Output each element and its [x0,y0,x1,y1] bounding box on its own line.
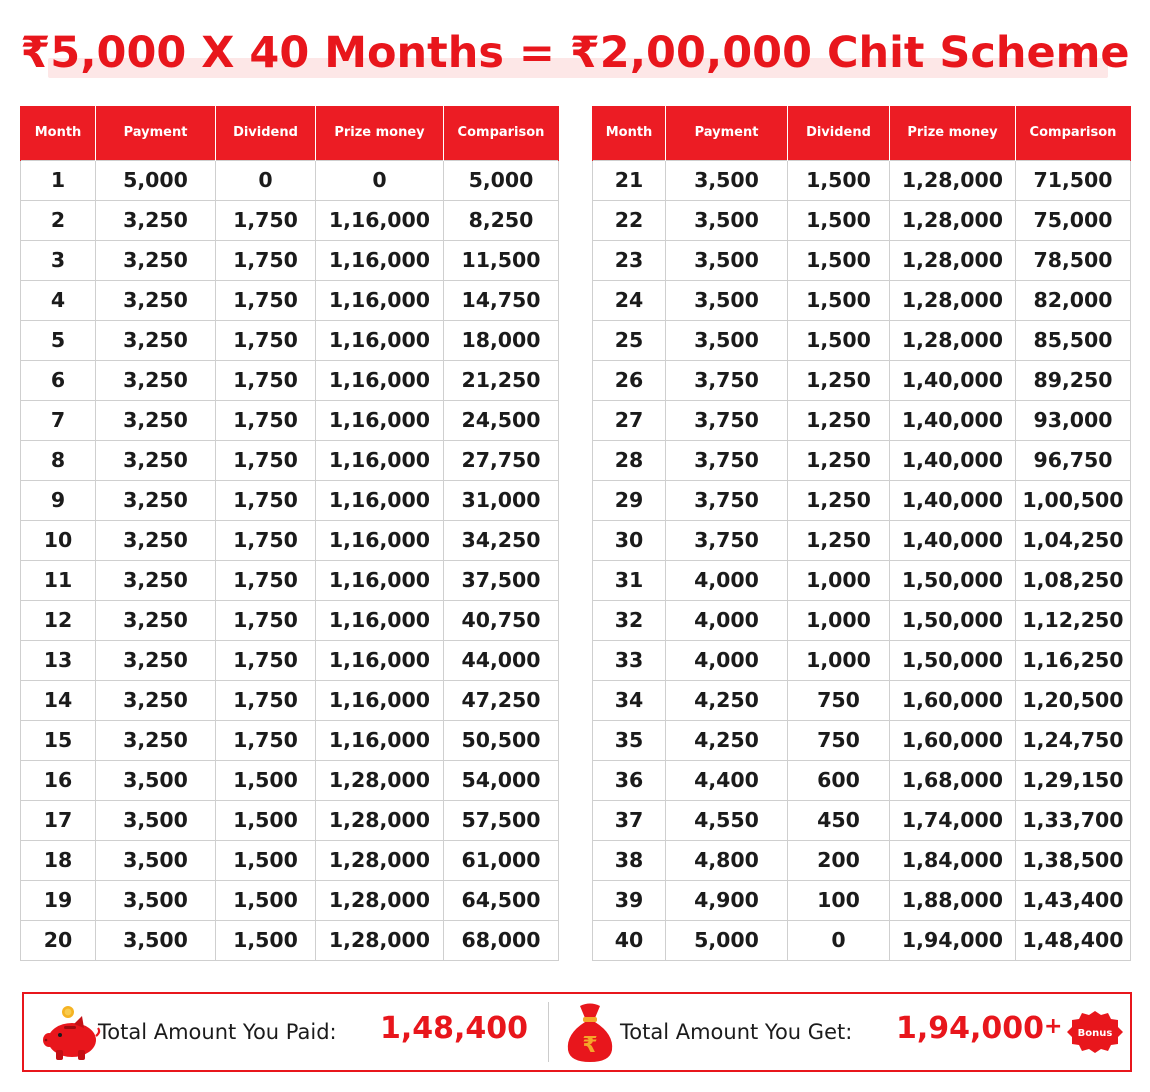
month-cell: 25 [593,320,666,360]
payment-cell: 3,250 [96,440,216,480]
svg-text:₹: ₹ [582,1033,598,1058]
dividend-cell: 1,500 [788,200,890,240]
month-cell: 30 [593,520,666,560]
prize-money-cell: 1,16,000 [316,640,444,680]
comparison-cell: 1,08,250 [1016,560,1131,600]
payment-cell: 5,000 [96,160,216,200]
dividend-cell: 1,250 [788,480,890,520]
comparison-cell: 5,000 [444,160,559,200]
payment-cell: 3,250 [96,680,216,720]
dividend-cell: 1,750 [216,440,316,480]
comparison-cell: 34,250 [444,520,559,560]
prize-money-cell: 1,28,000 [890,280,1016,320]
month-cell: 13 [21,640,96,680]
prize-money-cell: 1,28,000 [890,240,1016,280]
comparison-cell: 1,48,400 [1016,920,1131,960]
dividend-cell: 200 [788,840,890,880]
payment-cell: 3,750 [666,480,788,520]
dividend-cell: 1,750 [216,240,316,280]
comparison-cell: 50,500 [444,720,559,760]
payment-cell: 3,250 [96,480,216,520]
comparison-cell: 64,500 [444,880,559,920]
comparison-cell: 1,16,250 [1016,640,1131,680]
dividend-cell: 1,250 [788,400,890,440]
dividend-cell: 1,500 [216,920,316,960]
dividend-cell: 1,500 [788,320,890,360]
table-row [21,760,559,800]
month-cell: 4 [21,280,96,320]
bonus-text: Bonus [1077,1028,1113,1039]
table-row [593,600,1131,640]
col-header-dividend: Dividend [216,106,316,160]
comparison-cell: 1,20,500 [1016,680,1131,720]
dividend-cell: 100 [788,880,890,920]
prize-money-cell: 1,16,000 [316,720,444,760]
month-cell: 34 [593,680,666,720]
comparison-cell: 82,000 [1016,280,1131,320]
table-row [21,440,559,480]
payment-cell: 3,250 [96,280,216,320]
col-header-payment: Payment [96,106,216,160]
dividend-cell: 1,500 [216,760,316,800]
month-cell: 6 [21,360,96,400]
month-cell: 5 [21,320,96,360]
comparison-cell: 1,29,150 [1016,760,1131,800]
comparison-cell: 85,500 [1016,320,1131,360]
payment-cell: 3,250 [96,360,216,400]
dividend-cell: 1,500 [216,840,316,880]
prize-money-cell: 1,16,000 [316,200,444,240]
prize-money-cell: 1,28,000 [316,920,444,960]
col-header-comparison: Comparison [1016,106,1131,160]
table-row [593,760,1131,800]
comparison-cell: 37,500 [444,560,559,600]
payment-cell: 4,000 [666,640,788,680]
month-cell: 12 [21,600,96,640]
month-cell: 18 [21,840,96,880]
comparison-cell: 47,250 [444,680,559,720]
prize-money-cell: 1,68,000 [890,760,1016,800]
month-cell: 37 [593,800,666,840]
comparison-cell: 71,500 [1016,160,1131,200]
summary-box [22,992,1132,1072]
month-cell: 19 [21,880,96,920]
dividend-cell: 1,500 [788,280,890,320]
month-cell: 36 [593,760,666,800]
payment-cell: 3,500 [96,800,216,840]
prize-money-cell: 1,16,000 [316,520,444,560]
payment-cell: 3,250 [96,600,216,640]
table-row [593,800,1131,840]
prize-money-cell: 1,50,000 [890,600,1016,640]
month-cell: 40 [593,920,666,960]
comparison-cell: 44,000 [444,640,559,680]
money-bag-icon [564,1002,616,1064]
table-row [21,720,559,760]
month-cell: 39 [593,880,666,920]
comparison-cell: 14,750 [444,280,559,320]
prize-money-cell: 1,28,000 [316,840,444,880]
comparison-cell: 40,750 [444,600,559,640]
month-cell: 10 [21,520,96,560]
title-area [0,18,1150,88]
comparison-cell: 54,000 [444,760,559,800]
dividend-cell: 1,500 [788,160,890,200]
dividend-cell: 600 [788,760,890,800]
dividend-cell: 1,750 [216,640,316,680]
payment-cell: 3,250 [96,560,216,600]
dividend-cell: 1,250 [788,520,890,560]
month-cell: 23 [593,240,666,280]
comparison-cell: 1,04,250 [1016,520,1131,560]
comparison-cell: 1,00,500 [1016,480,1131,520]
col-header-prize-money: Prize money [316,106,444,160]
payment-cell: 3,250 [96,200,216,240]
left-table-body [21,160,559,960]
dividend-cell: 1,750 [216,360,316,400]
table-row [593,200,1131,240]
table-row [593,320,1131,360]
payment-cell: 4,000 [666,560,788,600]
month-cell: 15 [21,720,96,760]
payment-cell: 3,500 [96,880,216,920]
payment-cell: 3,250 [96,720,216,760]
prize-money-cell: 1,88,000 [890,880,1016,920]
col-header-comparison: Comparison [444,106,559,160]
payment-cell: 3,750 [666,400,788,440]
dividend-cell: 1,500 [216,800,316,840]
prize-money-cell: 1,16,000 [316,440,444,480]
prize-money-cell: 0 [316,160,444,200]
comparison-cell: 93,000 [1016,400,1131,440]
table-row [21,640,559,680]
dividend-cell: 1,000 [788,600,890,640]
dividend-cell: 1,750 [216,520,316,560]
payment-cell: 3,750 [666,520,788,560]
col-header-prize-money: Prize money [890,106,1016,160]
dividend-cell: 450 [788,800,890,840]
payment-cell: 3,250 [96,240,216,280]
total-get-value: 1,94,000 [896,1011,1045,1046]
month-cell: 33 [593,640,666,680]
dividend-cell: 1,000 [788,640,890,680]
month-cell: 31 [593,560,666,600]
prize-money-cell: 1,28,000 [890,320,1016,360]
prize-money-cell: 1,40,000 [890,360,1016,400]
payment-cell: 3,500 [96,760,216,800]
comparison-cell: 89,250 [1016,360,1131,400]
month-cell: 3 [21,240,96,280]
payment-cell: 3,500 [666,240,788,280]
month-cell: 1 [21,160,96,200]
prize-money-cell: 1,16,000 [316,600,444,640]
page-title: ₹5,000 X 40 Months = ₹2,00,000 Chit Scheme [20,28,1130,78]
month-cell: 32 [593,600,666,640]
prize-money-cell: 1,94,000 [890,920,1016,960]
col-header-payment: Payment [666,106,788,160]
table-row [21,400,559,440]
table-row [593,520,1131,560]
prize-money-cell: 1,40,000 [890,520,1016,560]
total-paid-value: 1,48,400 [380,1011,529,1046]
prize-money-cell: 1,16,000 [316,360,444,400]
dividend-cell: 1,750 [216,680,316,720]
col-header-dividend: Dividend [788,106,890,160]
total-get-label: Total Amount You Get: [620,1020,853,1044]
table-row [593,840,1131,880]
piggy-bank-icon [38,1004,102,1064]
dividend-cell: 1,500 [788,240,890,280]
payment-cell: 5,000 [666,920,788,960]
table-row [21,560,559,600]
dividend-cell: 1,750 [216,600,316,640]
prize-money-cell: 1,28,000 [890,160,1016,200]
table-row [21,320,559,360]
month-cell: 8 [21,440,96,480]
table-row [21,360,559,400]
month-cell: 14 [21,680,96,720]
table-row [593,680,1131,720]
left-schedule-table [20,106,559,961]
prize-money-cell: 1,50,000 [890,640,1016,680]
comparison-cell: 78,500 [1016,240,1131,280]
prize-money-cell: 1,40,000 [890,400,1016,440]
comparison-cell: 68,000 [444,920,559,960]
dividend-cell: 1,750 [216,480,316,520]
payment-cell: 4,250 [666,680,788,720]
table-row [593,880,1131,920]
summary-divider [548,1002,549,1062]
table-row [21,600,559,640]
comparison-cell: 11,500 [444,240,559,280]
comparison-cell: 57,500 [444,800,559,840]
table-row [21,200,559,240]
table-row [21,240,559,280]
dividend-cell: 0 [216,160,316,200]
month-cell: 28 [593,440,666,480]
dividend-cell: 1,250 [788,440,890,480]
table-row [21,280,559,320]
comparison-cell: 1,33,700 [1016,800,1131,840]
table-row [593,400,1131,440]
month-cell: 9 [21,480,96,520]
prize-money-cell: 1,60,000 [890,680,1016,720]
comparison-cell: 1,43,400 [1016,880,1131,920]
prize-money-cell: 1,50,000 [890,560,1016,600]
payment-cell: 3,500 [96,840,216,880]
prize-money-cell: 1,40,000 [890,480,1016,520]
payment-cell: 3,500 [666,200,788,240]
comparison-cell: 96,750 [1016,440,1131,480]
dividend-cell: 750 [788,720,890,760]
payment-cell: 3,750 [666,360,788,400]
payment-cell: 3,250 [96,400,216,440]
dividend-cell: 1,000 [788,560,890,600]
table-row [21,160,559,200]
table-header-row [21,106,559,160]
payment-cell: 4,550 [666,800,788,840]
payment-cell: 4,400 [666,760,788,800]
dividend-cell: 0 [788,920,890,960]
table-row [593,240,1131,280]
table-row [21,520,559,560]
month-cell: 27 [593,400,666,440]
month-cell: 7 [21,400,96,440]
prize-money-cell: 1,28,000 [890,200,1016,240]
comparison-cell: 21,250 [444,360,559,400]
table-row [21,880,559,920]
prize-money-cell: 1,16,000 [316,240,444,280]
prize-money-cell: 1,16,000 [316,560,444,600]
month-cell: 24 [593,280,666,320]
comparison-cell: 1,24,750 [1016,720,1131,760]
col-header-month: Month [593,106,666,160]
month-cell: 35 [593,720,666,760]
table-row [593,360,1131,400]
prize-money-cell: 1,28,000 [316,760,444,800]
table-row [21,480,559,520]
payment-cell: 3,250 [96,520,216,560]
table-row [21,800,559,840]
table-row [21,680,559,720]
dividend-cell: 1,500 [216,880,316,920]
month-cell: 22 [593,200,666,240]
dividend-cell: 1,250 [788,360,890,400]
comparison-cell: 61,000 [444,840,559,880]
dividend-cell: 1,750 [216,560,316,600]
payment-cell: 4,900 [666,880,788,920]
prize-money-cell: 1,16,000 [316,280,444,320]
table-header-row [593,106,1131,160]
comparison-cell: 1,12,250 [1016,600,1131,640]
month-cell: 26 [593,360,666,400]
table-row [593,920,1131,960]
plus-sign: + [1044,1014,1063,1039]
table-row [21,840,559,880]
payment-cell: 4,250 [666,720,788,760]
prize-money-cell: 1,16,000 [316,480,444,520]
payment-cell: 3,250 [96,320,216,360]
comparison-cell: 8,250 [444,200,559,240]
table-row [593,640,1131,680]
comparison-cell: 75,000 [1016,200,1131,240]
month-cell: 20 [21,920,96,960]
comparison-cell: 24,500 [444,400,559,440]
right-schedule-table [592,106,1131,961]
prize-money-cell: 1,16,000 [316,320,444,360]
payment-cell: 3,250 [96,640,216,680]
prize-money-cell: 1,84,000 [890,840,1016,880]
prize-money-cell: 1,40,000 [890,440,1016,480]
payment-cell: 4,800 [666,840,788,880]
month-cell: 16 [21,760,96,800]
table-row [593,280,1131,320]
table-row [593,480,1131,520]
month-cell: 17 [21,800,96,840]
month-cell: 11 [21,560,96,600]
prize-money-cell: 1,28,000 [316,800,444,840]
prize-money-cell: 1,60,000 [890,720,1016,760]
prize-money-cell: 1,16,000 [316,680,444,720]
payment-cell: 4,000 [666,600,788,640]
dividend-cell: 1,750 [216,400,316,440]
dividend-cell: 1,750 [216,200,316,240]
month-cell: 2 [21,200,96,240]
prize-money-cell: 1,16,000 [316,400,444,440]
payment-cell: 3,500 [96,920,216,960]
dividend-cell: 750 [788,680,890,720]
payment-cell: 3,750 [666,440,788,480]
table-row [593,560,1131,600]
comparison-cell: 1,38,500 [1016,840,1131,880]
table-row [593,440,1131,480]
table-row [21,920,559,960]
prize-money-cell: 1,74,000 [890,800,1016,840]
comparison-cell: 27,750 [444,440,559,480]
prize-money-cell: 1,28,000 [316,880,444,920]
table-row [593,160,1131,200]
payment-cell: 3,500 [666,160,788,200]
table-row [593,720,1131,760]
dividend-cell: 1,750 [216,720,316,760]
month-cell: 29 [593,480,666,520]
comparison-cell: 18,000 [444,320,559,360]
payment-cell: 3,500 [666,320,788,360]
col-header-month: Month [21,106,96,160]
right-table-body [593,160,1131,960]
dividend-cell: 1,750 [216,280,316,320]
dividend-cell: 1,750 [216,320,316,360]
month-cell: 21 [593,160,666,200]
payment-cell: 3,500 [666,280,788,320]
month-cell: 38 [593,840,666,880]
total-paid-label: Total Amount You Paid: [98,1020,337,1044]
bonus-badge-icon [1066,1010,1124,1054]
comparison-cell: 31,000 [444,480,559,520]
